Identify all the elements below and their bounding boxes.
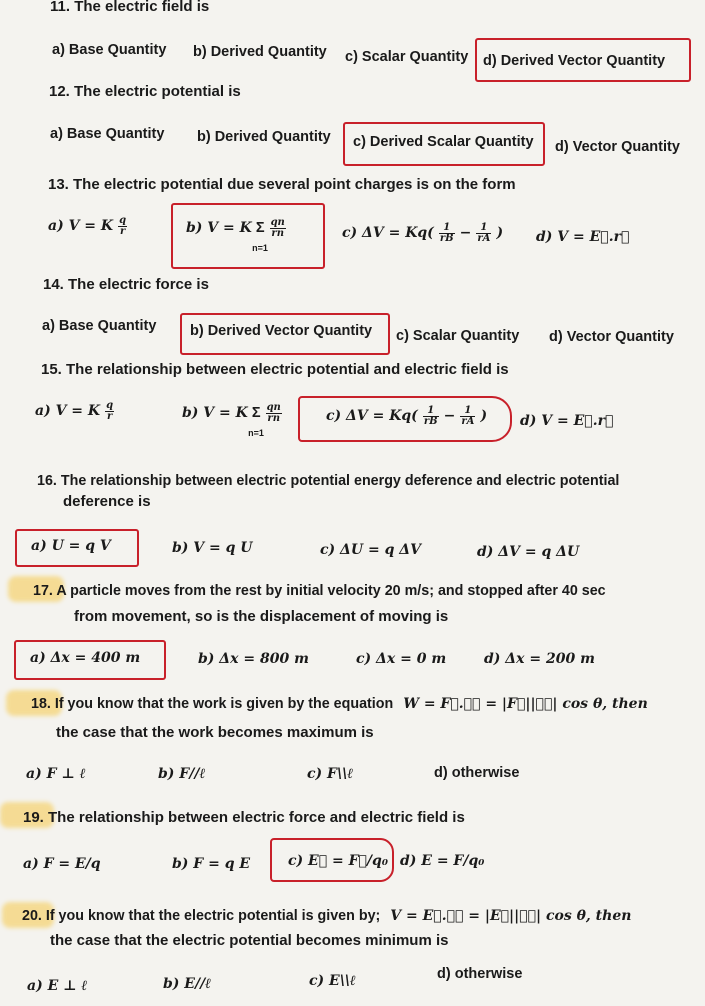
- question-12: 12. The electric potential is: [49, 83, 241, 100]
- q18-option-a: a) F ⊥ ℓ: [26, 766, 86, 782]
- q20-option-d: d) otherwise: [437, 966, 523, 982]
- q16-option-d: d) ΔV = q ΔU: [477, 544, 580, 560]
- question-16-line2: deference is: [63, 493, 151, 510]
- q19-option-a: a) F = E/q: [23, 856, 101, 872]
- q18-option-c: c) F\\ℓ: [307, 766, 354, 782]
- answer-box-q14: [180, 313, 390, 355]
- q16-option-c: c) ΔU = q ΔV: [320, 542, 421, 558]
- q17-option-a: a) Δx = 400 m: [30, 650, 141, 666]
- q12-option-d: d) Vector Quantity: [555, 139, 680, 155]
- q19-option-c: c) E⃗ = F⃗/q₀: [288, 853, 388, 869]
- q19-option-b: b) F = q E: [172, 856, 251, 872]
- q12-option-a: a) Base Quantity: [50, 126, 165, 142]
- q11-option-b: b) Derived Quantity: [193, 44, 327, 60]
- question-20-line2: the case that the electric potential becomes minimum is: [50, 932, 449, 949]
- q20-option-c: c) E\\ℓ: [309, 973, 356, 989]
- q14-option-a: a) Base Quantity: [42, 318, 157, 334]
- answer-box-q13: [171, 203, 325, 269]
- q15-option-a: a) V = K $\frac{q}{r}$: [35, 399, 114, 422]
- q14-option-d: d) Vector Quantity: [549, 329, 674, 345]
- question-20-line1: 20. If you know that the electric potential is given by; V = E⃗.ℓ⃗ = |E⃗||ℓ⃗| cos θ, then: [22, 908, 632, 924]
- q20-option-a: a) E ⊥ ℓ: [27, 978, 88, 994]
- q17-option-d: d) Δx = 200 m: [484, 651, 595, 667]
- q16-option-b: b) V = q U: [172, 540, 253, 556]
- q11-option-a: a) Base Quantity: [52, 42, 167, 58]
- question-16-line1: 16. The relationship between electric potential energy deference and electric potential: [37, 473, 620, 489]
- question-11: 11. The electric field is: [50, 0, 210, 15]
- q13-option-a: a) V = K $\frac{q}{r}$: [48, 214, 127, 237]
- question-14: 14. The electric force is: [43, 276, 209, 293]
- q13-option-c: c) ΔV = Kq( $\frac{1}{rB}$ − $\frac{1}{rA}$ ): [342, 221, 504, 244]
- question-13: 13. The electric potential due several point charges is on the form: [48, 176, 516, 193]
- q11-option-c: c) Scalar Quantity: [345, 49, 469, 65]
- q14-option-b: b) Derived Vector Quantity: [190, 323, 373, 339]
- question-18-line1: 18. If you know that the work is given by the equation W = F⃗.ℓ⃗ = |F⃗||ℓ⃗| cos θ, then: [31, 696, 648, 712]
- q15-option-d: d) V = E⃗.r⃗: [520, 413, 614, 429]
- answer-box-q11: [475, 38, 691, 82]
- question-19: 19. The relationship between electric force and electric field is: [23, 809, 465, 826]
- q18-option-b: b) F//ℓ: [158, 766, 206, 782]
- q11-option-d: d) Derived Vector Quantity: [483, 53, 666, 69]
- q14-option-c: c) Scalar Quantity: [396, 328, 520, 344]
- q12-option-c: c) Derived Scalar Quantity: [353, 134, 534, 150]
- q18-option-d: d) otherwise: [434, 765, 520, 781]
- question-17-line2: from movement, so is the displacement of moving is: [74, 608, 449, 625]
- q17-option-c: c) Δx = 0 m: [356, 651, 447, 667]
- q13-option-d: d) V = E⃗.r⃗: [536, 229, 630, 245]
- answer-box-q12: [343, 122, 545, 166]
- q20-option-b: b) E//ℓ: [163, 976, 212, 992]
- question-17-line1: 17. A particle moves from the rest by initial velocity 20 m/s; and stopped after 40 sec: [33, 583, 606, 599]
- q16-option-a: a) U = q V: [31, 538, 111, 554]
- q17-option-b: b) Δx = 800 m: [198, 651, 309, 667]
- q15-option-b: b) V = K Σ n=1 $\frac{qn}{rn}$: [182, 401, 281, 438]
- question-15: 15. The relationship between electric potential and electric field is: [41, 361, 509, 378]
- q13-option-b: b) V = K Σ n=1 $\frac{qn}{rn}$: [186, 216, 285, 253]
- q12-option-b: b) Derived Quantity: [197, 129, 331, 145]
- q19-option-d: d) E = F/q₀: [400, 853, 485, 869]
- question-18-line2: the case that the work becomes maximum is: [56, 724, 374, 741]
- q15-option-c: c) ΔV = Kq( $\frac{1}{rB}$ − $\frac{1}{rA}$ ): [326, 404, 488, 427]
